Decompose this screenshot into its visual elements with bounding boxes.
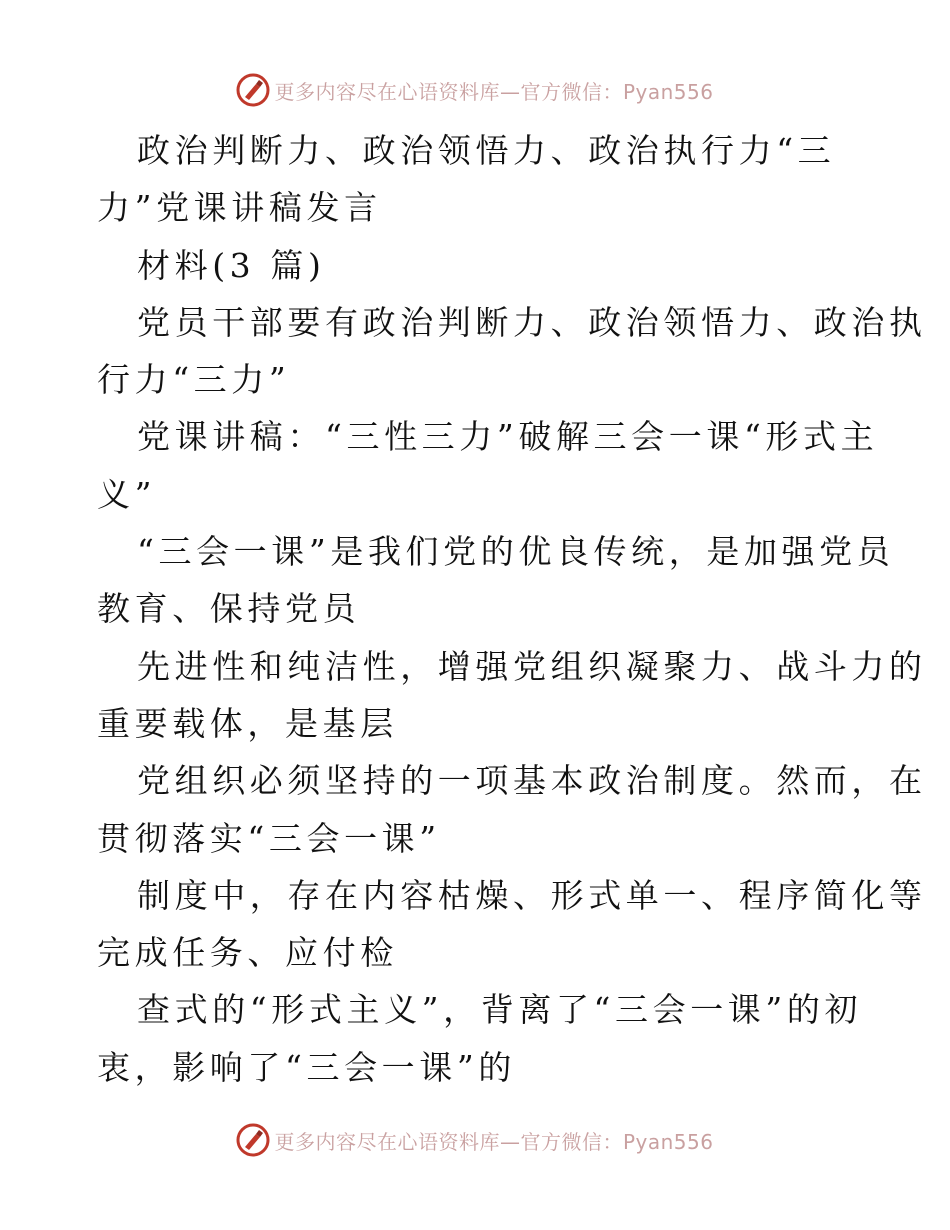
text-line: 贯彻落实“三会一课”: [97, 818, 441, 858]
text-line: 重要载体，是基层: [97, 703, 398, 743]
text-line: 党员干部要有政治判断力、政治领悟力、政治执: [137, 302, 927, 342]
document-body: [97, 122, 927, 1096]
text-line: “三会一课”是我们党的优良传统，是加强党员: [137, 532, 895, 572]
text-line: 党组织必须坚持的一项基本政治制度。然而，在: [137, 761, 927, 801]
text-line: 查式的“形式主义”，背离了“三会一课”的初: [137, 990, 863, 1030]
text-line: 先进性和纯洁性，增强党组织凝聚力、战斗力的: [137, 646, 927, 686]
watermark-text: 更多内容尽在心语资料库—官方微信：Pyan556: [274, 79, 714, 104]
text-line: 衷，影响了“三会一课”的: [97, 1047, 516, 1087]
text-line: 材料(3 篇): [137, 245, 326, 285]
watermark-text: 更多内容尽在心语资料库—官方微信：Pyan556: [274, 1129, 714, 1154]
text-line: 完成任务、应付检: [97, 933, 398, 973]
pen-logo-icon: [236, 1123, 270, 1157]
header-watermark: [0, 70, 950, 110]
pen-logo-icon: [236, 73, 270, 107]
text-line: 党课讲稿：“三性三力”破解三会一课“形式主: [137, 417, 879, 457]
footer-watermark: [0, 1120, 950, 1160]
text-line: 政治判断力、政治领悟力、政治执行力“三: [137, 131, 836, 170]
text-line: 教育、保持党员: [97, 589, 361, 629]
text-line: 义”: [97, 474, 157, 514]
text-line: 行力“三力”: [97, 360, 291, 400]
text-line: 制度中，存在内容枯燥、形式单一、程序简化等: [137, 875, 927, 915]
text-line: 力”党课讲稿发言: [97, 188, 382, 228]
